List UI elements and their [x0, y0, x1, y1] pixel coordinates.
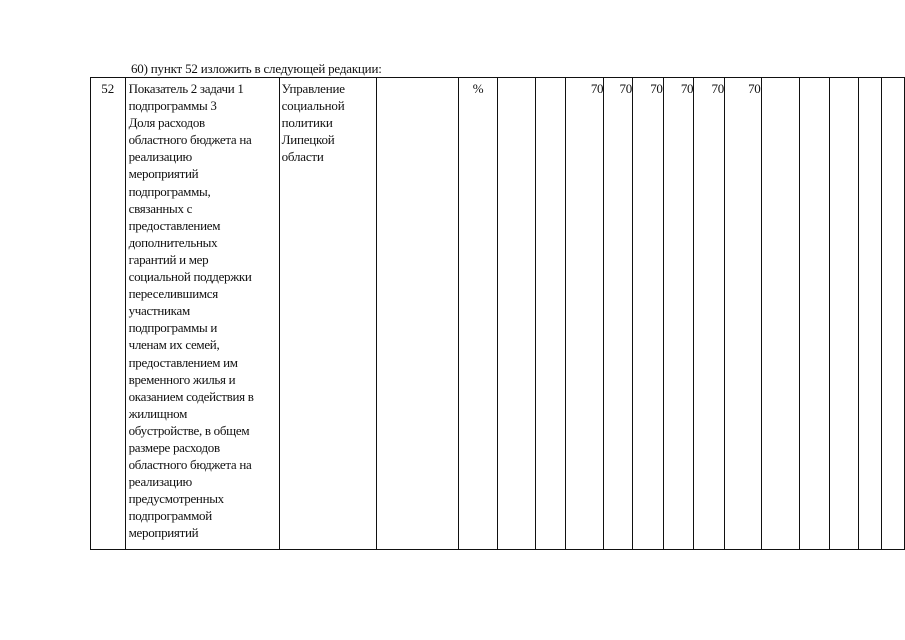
empty-cell-14	[761, 78, 799, 550]
indicator-name-line: обустройстве, в общем	[128, 422, 250, 438]
responsible-executor-line: Липецкой	[281, 132, 335, 148]
value-cell-2	[604, 78, 633, 550]
responsible-executor-line: Управление	[281, 81, 345, 96]
value-6: 70	[748, 81, 761, 96]
value-1: 70	[590, 81, 604, 96]
responsible-executor-line: политики	[281, 115, 333, 131]
indicator-name-line: Показатель 2 задачи 1	[128, 81, 244, 96]
indicator-name-line: подпрограммы 3	[128, 98, 217, 114]
indicator-name-line: подпрограммы и	[128, 320, 218, 336]
indicator-name-line: социальной поддержки	[128, 269, 252, 285]
indicator-name-line: подпрограммы,	[128, 183, 211, 199]
indicator-name-line: мероприятий	[128, 525, 199, 541]
empty-cell-3	[376, 78, 458, 550]
indicator-name-line: гарантий и мер	[128, 251, 209, 267]
empty-cell-5	[497, 78, 535, 550]
indicator-name-line: дополнительных	[128, 234, 218, 250]
indicator-name-line: предоставлением	[128, 217, 221, 233]
indicator-name-line: областного бюджета на	[128, 132, 252, 148]
indicator-name-line: связанных с	[128, 200, 193, 216]
indicator-name-line: членам их семей,	[128, 337, 220, 353]
indicator-name-line: подпрограммой	[128, 508, 212, 524]
value-cell-4	[663, 78, 694, 550]
value-cell-6	[724, 78, 761, 550]
responsible-executor-cell	[279, 78, 376, 550]
value-cell-1	[565, 78, 604, 550]
indicator-name-line: предусмотренных	[128, 491, 224, 507]
indicator-name	[129, 80, 279, 542]
unit-cell	[459, 78, 498, 550]
value-cell-5	[694, 78, 725, 550]
indicator-name-line: временного жилья и	[128, 371, 236, 387]
empty-cell-17	[858, 78, 882, 550]
empty-cell-18	[882, 78, 905, 550]
indicator-name-cell	[125, 78, 279, 550]
indicator-name-line: предоставлением им	[128, 354, 238, 370]
row-number: 52	[101, 81, 115, 96]
indicator-name-line: размере расходов	[128, 439, 220, 455]
indicator-table	[90, 77, 905, 550]
indicator-name-line: Доля расходов	[128, 115, 205, 131]
responsible-executor-line: области	[281, 149, 324, 165]
amendment-heading: 60) пункт 52 изложить в следующей редакции:	[131, 61, 382, 76]
empty-cell-16	[830, 78, 858, 550]
indicator-name-line: реализацию	[128, 149, 192, 165]
value-2: 70	[619, 81, 632, 96]
value-cell-3	[632, 78, 663, 550]
table-row	[91, 78, 905, 550]
indicator-name-line: мероприятий	[128, 166, 199, 182]
row-number-cell	[91, 78, 126, 550]
value-3: 70	[650, 81, 663, 96]
value-5: 70	[711, 81, 724, 96]
indicator-name-line: участникам	[128, 303, 190, 319]
responsible-executor	[282, 80, 376, 165]
indicator-name-line: реализацию	[128, 474, 192, 490]
value-4: 70	[680, 81, 694, 96]
indicator-name-line: оказанием содействия в	[128, 388, 254, 404]
indicator-name-line: жилищном	[128, 405, 188, 421]
empty-cell-15	[799, 78, 829, 550]
responsible-executor-line: социальной	[281, 98, 345, 114]
indicator-name-line: областного бюджета на	[128, 457, 252, 473]
empty-cell-6	[536, 78, 565, 550]
unit-of-measure: %	[472, 81, 484, 96]
indicator-name-line: переселившимся	[128, 286, 218, 302]
